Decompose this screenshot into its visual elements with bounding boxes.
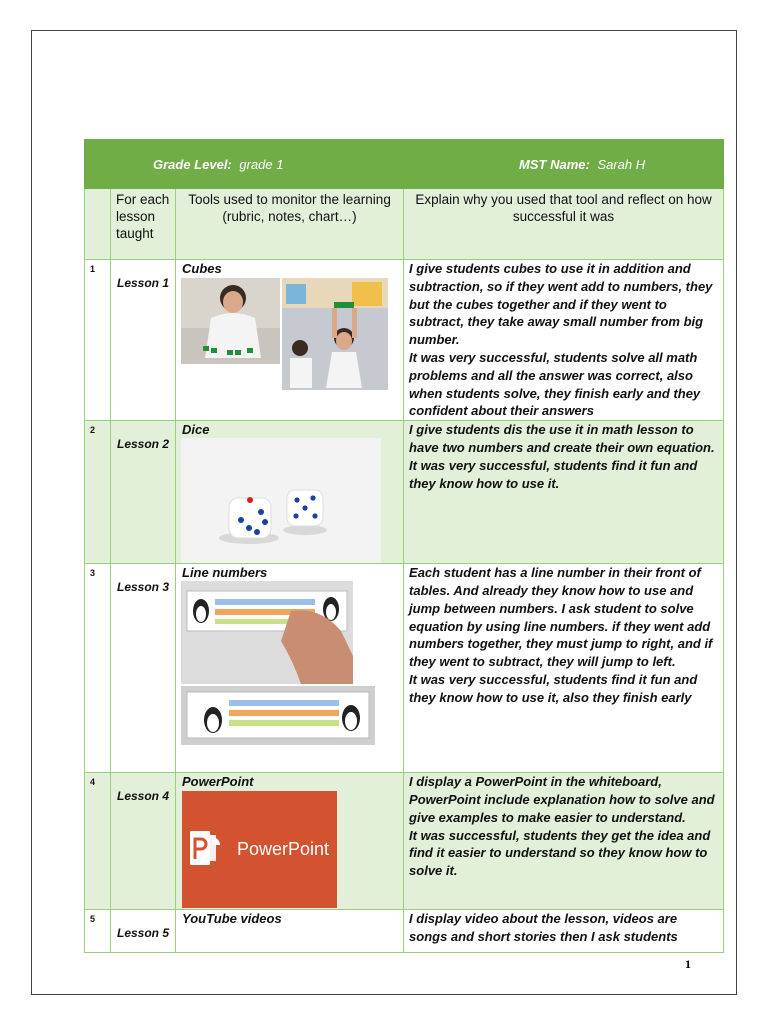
cubes-photo-1 — [181, 278, 280, 364]
mst-name-cell — [404, 140, 724, 189]
tool-name: PowerPoint — [182, 774, 254, 790]
row-number: 4 — [85, 773, 111, 910]
powerpoint-logo-text: PowerPoint — [237, 839, 330, 860]
grade-level-value: grade 1 — [239, 156, 284, 172]
reflection-result: It was very successful, students find it fun and they know how to use it, also they finish early — [409, 671, 698, 705]
reflection-cell — [404, 773, 724, 910]
table-row — [85, 260, 724, 421]
tool-cell — [176, 421, 404, 564]
grade-level-label: Grade Level: — [153, 156, 232, 172]
dice-photo — [181, 438, 381, 563]
row-number: 1 — [85, 260, 111, 421]
reflection-cell — [404, 260, 724, 421]
row-number: 3 — [85, 564, 111, 773]
empty-heading-cell — [85, 189, 111, 260]
lesson-label: Lesson 3 — [111, 564, 176, 773]
mst-name-value: Sarah H — [597, 156, 646, 172]
row-number: 2 — [85, 421, 111, 564]
table-row — [85, 564, 724, 773]
tool-cell — [176, 260, 404, 421]
table-header-row — [85, 140, 724, 189]
lesson-label: Lesson 4 — [111, 773, 176, 910]
reflection-text: I give students dis the use it in math lesson to have two numbers and create their own equation. — [409, 422, 715, 455]
lesson-label: Lesson 2 — [111, 421, 176, 564]
mst-name-label: MST Name: — [519, 156, 590, 172]
number-line-photo-2 — [181, 686, 375, 745]
number-line-photo-1 — [181, 581, 353, 684]
tool-cell — [176, 564, 404, 773]
table-row — [85, 910, 724, 953]
reflection-text: I display a PowerPoint in the whiteboard, PowerPoint include explanation how to solve and give examples to make easier to understand. — [409, 774, 715, 825]
reflection-result: It was very successful, students solve all math problems and all the answer was correct, also when students solve, they finish early and they confident about their answers — [409, 349, 701, 419]
lesson-column-heading: For each lesson taught — [111, 189, 176, 260]
lesson-table — [84, 139, 724, 953]
reflection-cell — [404, 564, 724, 773]
tool-name: Dice — [182, 422, 210, 438]
reflection-result: It was very successful, students find it fun and they know how to use it. — [409, 457, 698, 491]
powerpoint-logo — [182, 791, 337, 908]
row-number: 5 — [85, 910, 111, 953]
lesson-label: Lesson 5 — [111, 910, 176, 953]
tool-name: YouTube videos — [182, 911, 282, 927]
reflection-text: I give students cubes to use it in addition and subtraction, so if they went add to numbers, they but the cubes together and if they went to subtract, they take away small number from big number. — [409, 261, 713, 348]
reflection-cell — [404, 421, 724, 564]
explain-column-heading: Explain why you used that tool and reflect on how successful it was — [404, 189, 724, 260]
table-row — [85, 421, 724, 564]
grade-level-cell — [85, 140, 404, 189]
column-headings-row — [85, 189, 724, 260]
reflection-text: I display video about the lesson, videos are songs and short stories then I ask students — [409, 911, 678, 944]
tool-cell — [176, 773, 404, 910]
table-row — [85, 773, 724, 910]
lesson-label: Lesson 1 — [111, 260, 176, 421]
tool-cell — [176, 910, 404, 953]
tools-column-heading: Tools used to monitor the learning (rubric, notes, chart…) — [176, 189, 404, 260]
tool-name: Line numbers — [182, 565, 268, 581]
reflection-result: It was successful, students they get the idea and find it easier to understand so they know how to solve it. — [409, 827, 711, 879]
page-number: 1 — [685, 957, 691, 971]
reflection-text: Each student has a line number in their front of tables. And already they know how to use and jump between numbers. I ask student to solve equation by using line numbers. if they went add numbers together, they must jump to right, and if they went to subtract, they will jump to left. — [409, 565, 713, 670]
cubes-photo-2 — [282, 278, 388, 390]
tool-name: Cubes — [182, 261, 222, 276]
reflection-cell — [404, 910, 724, 953]
